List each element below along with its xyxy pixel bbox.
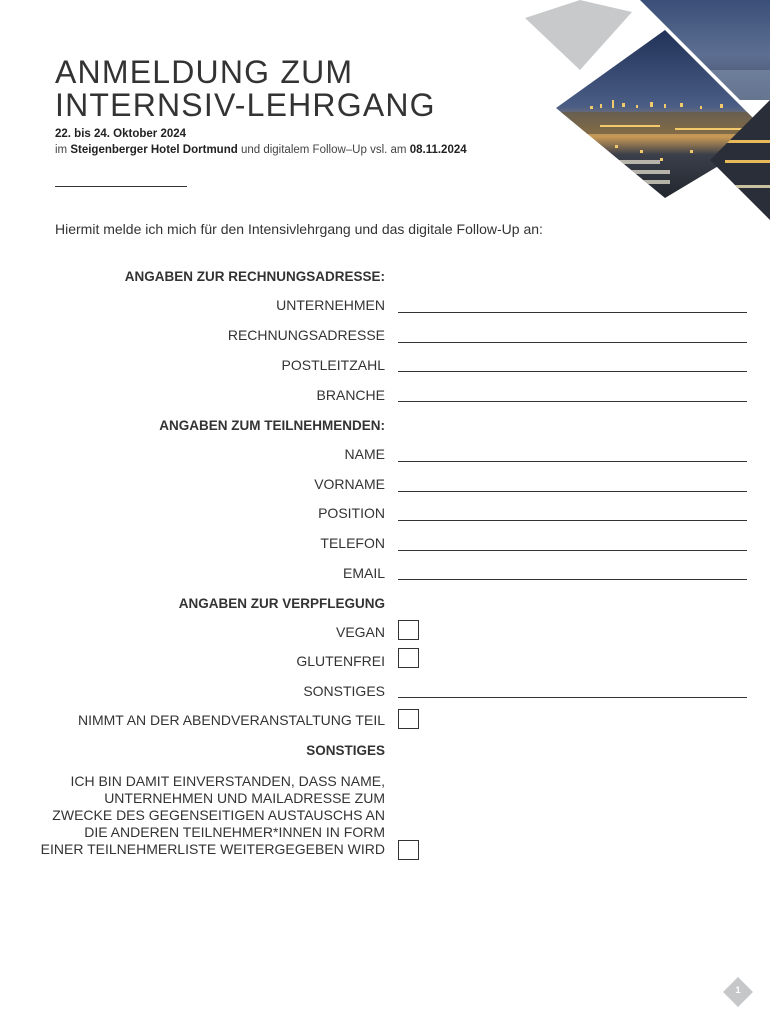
last-name-field[interactable] — [398, 461, 747, 462]
consent-line-3: ZWECKE DES GEGENSEITIGEN AUSTAUSCHS AN — [52, 807, 385, 823]
email-field[interactable] — [398, 579, 747, 580]
catering-heading: ANGABEN ZUR VERPFLEGUNG — [178, 596, 385, 611]
catering-other-field[interactable] — [398, 697, 747, 698]
email-label: EMAIL — [342, 565, 385, 581]
title-line-1: ANMELDUNG ZUM — [55, 54, 354, 90]
first-name-label: VORNAME — [314, 476, 385, 492]
phone-label: TELEFON — [320, 535, 385, 551]
evening-event-checkbox[interactable] — [398, 709, 419, 729]
glutenfree-checkbox[interactable] — [398, 648, 419, 668]
venue-middle: und digitalem Follow–Up vsl. am — [240, 144, 407, 156]
billing-address-field[interactable] — [398, 342, 747, 343]
title-line-2: INTERNSIV-LEHRGANG — [55, 87, 436, 123]
consent-line-4: DIE ANDEREN TEILNEHMER*INNEN IN FORM — [84, 824, 385, 840]
company-label: UNTERNEHMEN — [276, 297, 385, 313]
page-number: 1 — [735, 985, 741, 995]
venue-prefix: im — [55, 144, 68, 156]
vegan-label: VEGAN — [335, 624, 385, 640]
consent-text — [5, 773, 385, 858]
postal-code-label: POSTLEITZAHL — [281, 357, 385, 373]
phone-field[interactable] — [398, 550, 747, 551]
event-venue — [55, 144, 467, 156]
followup-date: 08.11.2024 — [409, 144, 467, 156]
company-field[interactable] — [398, 312, 747, 313]
billing-address-label: RECHNUNGSADRESSE — [227, 327, 385, 343]
position-field[interactable] — [398, 520, 747, 521]
consent-line-5: EINER TEILNEHMERLISTE WEITERGEGEBEN WIRD — [40, 841, 385, 857]
industry-label: BRANCHE — [316, 387, 385, 403]
consent-line-2: UNTERNEHMEN UND MAILADRESSE ZUM — [104, 790, 385, 806]
event-dates: 22. bis 24. Oktober 2024 — [55, 128, 187, 140]
participant-heading: ANGABEN ZUM TEILNEHMENDEN: — [159, 418, 385, 433]
venue-hotel: Steigenberger Hotel Dortmund — [70, 144, 238, 156]
postal-code-field[interactable] — [398, 371, 747, 372]
gray-diamond-shape — [525, 0, 632, 70]
glutenfree-label: GLUTENFREI — [296, 653, 385, 669]
first-name-field[interactable] — [398, 491, 747, 492]
evening-event-label: NIMMT AN DER ABENDVERANSTALTUNG TEIL — [77, 712, 385, 728]
title-divider — [55, 186, 187, 187]
catering-other-label: SONSTIGES — [303, 683, 385, 699]
consent-line-1: ICH BIN DAMIT EINVERSTANDEN, DASS NAME, — [70, 773, 385, 789]
vegan-checkbox[interactable] — [398, 620, 419, 640]
consent-checkbox[interactable] — [398, 840, 419, 860]
position-label: POSITION — [318, 505, 385, 521]
last-name-label: NAME — [344, 446, 385, 462]
intro-text: Hiermit melde ich mich für den Intensivlehrgang und das digitale Follow-Up an: — [55, 221, 543, 237]
billing-heading: ANGABEN ZUR RECHNUNGSADRESSE: — [124, 269, 385, 284]
industry-field[interactable] — [398, 401, 747, 402]
misc-heading: SONSTIGES — [306, 743, 385, 758]
page-title — [55, 56, 436, 122]
